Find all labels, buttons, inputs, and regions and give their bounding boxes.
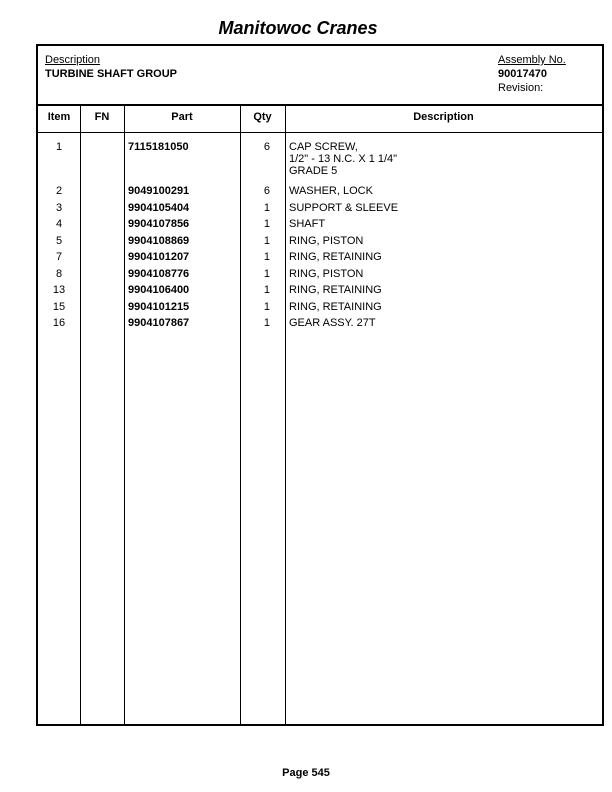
table-row <box>38 301 602 318</box>
quantity: 1 <box>263 284 270 296</box>
document-title: Manitowoc Cranes <box>218 18 378 38</box>
table-row <box>38 202 602 219</box>
part-number: 9904107867 <box>128 317 190 329</box>
page-number: Page 545 <box>282 767 330 779</box>
quantity: 1 <box>263 300 270 313</box>
description-line: RING, PISTON <box>289 234 364 247</box>
item-number: 8 <box>55 267 63 280</box>
description-line: RING, PISTON <box>289 267 364 280</box>
description-line: SUPPORT & SLEEVE <box>289 201 399 214</box>
description-line: RING, RETAINING <box>289 284 382 296</box>
item-number: 16 <box>52 317 66 329</box>
item-number: 4 <box>55 218 63 230</box>
part-description <box>289 317 599 329</box>
description-line: RING, RETAINING <box>289 251 382 263</box>
parts-list-frame <box>36 44 604 726</box>
description-line: GEAR ASSY. 27T <box>289 317 376 329</box>
quantity: 6 <box>263 185 270 197</box>
part-description <box>289 284 599 296</box>
description-line: CAP SCREW, <box>289 141 358 153</box>
part-description <box>289 268 599 280</box>
part-number: 9904107856 <box>128 218 190 230</box>
part-description <box>289 218 599 230</box>
description-line: SHAFT <box>289 218 326 230</box>
part-number: 9904101215 <box>128 300 190 313</box>
assembly-number-value: 90017470 <box>498 68 547 80</box>
part-description <box>289 235 599 247</box>
column-header-qty: Qty <box>253 111 272 123</box>
table-row <box>38 141 602 185</box>
item-number: 1 <box>55 141 63 153</box>
table-row <box>38 317 602 334</box>
table-row <box>38 284 602 301</box>
quantity: 1 <box>263 201 270 214</box>
part-number: 9904101207 <box>128 251 190 263</box>
quantity: 1 <box>263 234 270 247</box>
part-number: 9904106400 <box>128 284 190 296</box>
part-number: 9904105404 <box>128 201 190 214</box>
item-number: 5 <box>55 234 63 247</box>
description-line: 1/2" - 13 N.C. X 1 1/4" <box>289 153 398 165</box>
quantity: 1 <box>263 267 270 280</box>
table-header-row <box>38 104 602 133</box>
part-number: 9904108776 <box>128 267 190 280</box>
column-header-description: Description <box>413 111 474 123</box>
item-number: 15 <box>52 300 66 313</box>
part-number: 9049100291 <box>128 185 190 197</box>
table-row <box>38 235 602 252</box>
quantity: 6 <box>263 141 270 153</box>
part-description <box>289 185 599 197</box>
parts-table-body <box>38 141 602 334</box>
quantity: 1 <box>263 251 270 263</box>
revision-label: Revision: <box>498 82 544 94</box>
description-line: GRADE 5 <box>289 165 338 177</box>
item-number: 7 <box>55 251 63 263</box>
item-number: 2 <box>55 185 63 197</box>
part-number: 9904108869 <box>128 234 190 247</box>
item-number: 13 <box>52 284 66 296</box>
description-value: TURBINE SHAFT GROUP <box>45 68 177 80</box>
part-number: 7115181050 <box>128 141 189 153</box>
table-row <box>38 251 602 268</box>
part-description <box>289 301 599 313</box>
column-header-part: Part <box>171 111 193 123</box>
assembly-header <box>38 46 602 106</box>
description-line: WASHER, LOCK <box>289 185 373 197</box>
table-row <box>38 218 602 235</box>
description-line: RING, RETAINING <box>289 300 382 313</box>
column-header-item: Item <box>47 111 71 123</box>
table-row <box>38 268 602 285</box>
item-number: 3 <box>55 201 63 214</box>
part-description <box>289 141 599 177</box>
assembly-number-label: Assembly No. <box>498 54 566 66</box>
quantity: 1 <box>263 218 270 230</box>
description-label: Description <box>45 54 101 66</box>
column-header-fn: FN <box>94 111 110 123</box>
quantity: 1 <box>263 317 270 329</box>
part-description <box>289 202 599 214</box>
table-row <box>38 185 602 202</box>
part-description <box>289 251 599 263</box>
